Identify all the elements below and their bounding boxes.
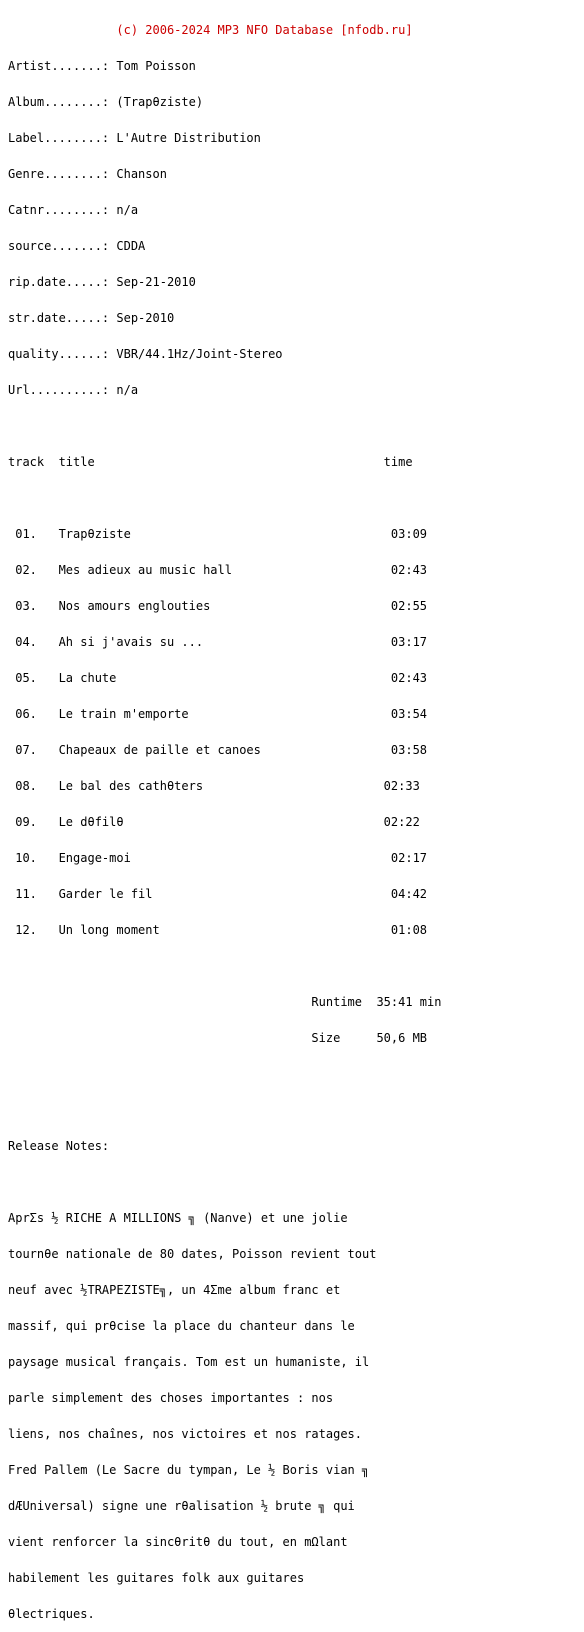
release-notes-line: parle simplement des choses importantes : nos <box>8 1391 334 1405</box>
track-row: 10. Engage-moi 02:17 <box>8 851 428 865</box>
copyright-banner: (c) 2006-2024 MP3 NFO Database [nfodb.ru] <box>8 23 413 37</box>
size-line: Size 50,6 MB <box>8 1031 428 1045</box>
info-label: Label........: L'Autre Distribution <box>8 131 261 145</box>
track-row: 11. Garder le fil 04:42 <box>8 887 428 901</box>
blank-line <box>8 420 441 432</box>
release-notes-line: tournθe nationale de 80 dates, Poisson revient tout <box>8 1247 377 1261</box>
blank-line <box>8 492 441 504</box>
runtime-line: Runtime 35:41 min <box>8 995 442 1009</box>
info-artist: Artist.......: Tom Poisson <box>8 59 196 73</box>
track-row: 05. La chute 02:43 <box>8 671 428 685</box>
track-row: 04. Ah si j'avais su ... 03:17 <box>8 635 428 649</box>
info-url: Url..........: n/a <box>8 383 139 397</box>
track-row: 01. Trapθziste 03:09 <box>8 527 428 541</box>
info-source: source.......: CDDA <box>8 239 146 253</box>
info-rip-date: rip.date.....: Sep-21-2010 <box>8 275 196 289</box>
track-row: 08. Le bal des cathθters 02:33 <box>8 779 420 793</box>
release-notes-line: AprΣs ½ RICHE A MILLIONS ╗ (Na∩ve) et une jolie <box>8 1211 348 1225</box>
release-notes-line: Fred Pallem (Le Sacre du tympan, Le ½ Boris vian ╗ <box>8 1463 370 1477</box>
info-quality: quality......: VBR/44.1Hz/Joint-Stereo <box>8 347 283 361</box>
track-row: 06. Le train m'emporte 03:54 <box>8 707 428 721</box>
release-notes-line: paysage musical français. Tom est un humaniste, il <box>8 1355 370 1369</box>
track-row: 07. Chapeaux de paille et canoes 03:58 <box>8 743 428 757</box>
tracklist-header: track title time <box>8 455 413 469</box>
blank-line <box>8 960 441 972</box>
blank-line <box>8 1176 441 1188</box>
track-row: 02. Mes adieux au music hall 02:43 <box>8 563 428 577</box>
release-notes-line: liens, nos chaînes, nos victoires et nos ratages. <box>8 1427 363 1441</box>
track-row: 09. Le dθfilθ 02:22 <box>8 815 420 829</box>
release-notes-line: θlectriques. <box>8 1607 95 1621</box>
release-notes-line: dÆUniversal) signe une rθalisation ½ brute ╗ qui <box>8 1499 355 1513</box>
release-notes-line: neuf avec ½TRAPEZISTE╗, un 4Σme album franc et <box>8 1283 341 1297</box>
info-genre: Genre........: Chanson <box>8 167 167 181</box>
info-album: Album........: (Trapθziste) <box>8 95 204 109</box>
release-notes-line: massif, qui prθcise la place du chanteur dans le <box>8 1319 355 1333</box>
blank-line <box>8 1068 441 1080</box>
blank-line <box>8 1104 441 1116</box>
release-notes-heading: Release Notes: <box>8 1139 110 1153</box>
track-row: 03. Nos amours englouties 02:55 <box>8 599 428 613</box>
release-notes-line: vient renforcer la sincθritθ du tout, en mΩlant <box>8 1535 348 1549</box>
info-str-date: str.date.....: Sep-2010 <box>8 311 175 325</box>
release-notes-line: habilement les guitares folk aux guitares <box>8 1571 305 1585</box>
info-catnr: Catnr........: n/a <box>8 203 139 217</box>
track-row: 12. Un long moment 01:08 <box>8 923 428 937</box>
